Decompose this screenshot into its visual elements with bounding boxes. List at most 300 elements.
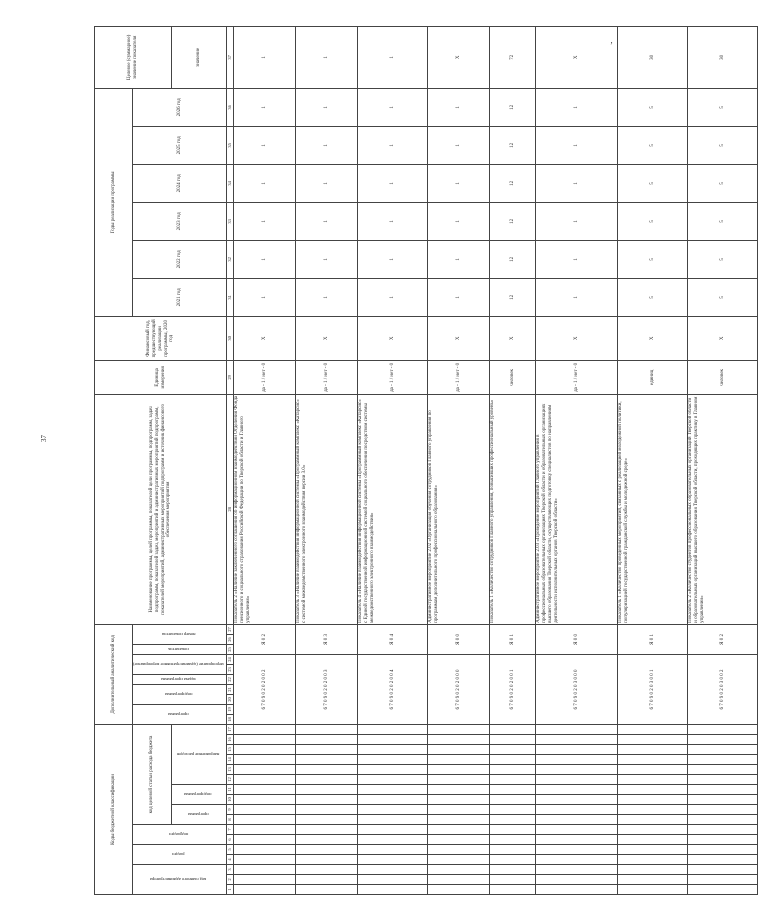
extra-code-cell: 6 7 0 9 0 2 0 2 0 0 0 [428,655,490,725]
header-ext-task: задача программы [160,677,196,683]
row-year-2: 5 [688,240,758,278]
budget-code-cell [536,785,618,795]
budget-code-cell [428,855,490,865]
header-ext-indicator: показатель [167,647,189,653]
row-description: Показатель 3 «Наличие взаимодействия информационной системы «Программный комплекс «Катарсис» с системой межведомственного электронного взаимодействия версии 3.0» [296,394,358,624]
budget-code-cell [234,725,296,735]
column-numbers-row [227,26,234,894]
row-year-3: 1 [358,202,428,240]
budget-code-cell [358,825,428,835]
budget-code-cell [536,855,618,865]
row-year-5: 1 [296,126,358,164]
budget-code-cell [490,785,536,795]
budget-code-cell [428,795,490,805]
budget-code-cell [536,765,618,775]
budget-code-cell [618,755,688,765]
budget-code-cell [296,745,358,755]
column-number: 7 [227,825,234,835]
budget-code-cell [234,765,296,775]
row-year-6: 1 [536,88,618,126]
row-year-4: 5 [688,164,758,202]
column-number: 4 [227,855,234,865]
budget-code-cell [296,865,358,875]
budget-code-cell [428,805,490,815]
indicator-code-cell: Я 0 2 [688,624,758,654]
budget-code-cell [234,815,296,825]
row-base-year: Х [234,316,296,360]
budget-code-cell [688,845,758,855]
column-number: 24 [227,655,234,665]
column-number: 13 [227,765,234,775]
column-number: 2 [227,875,234,885]
budget-code-cell [358,865,428,875]
row-year-5: 1 [358,126,428,164]
row-year-1: 1 [358,278,428,316]
column-number: 28 [227,394,234,624]
budget-code-cell [618,865,688,875]
budget-code-cell [358,755,428,765]
indicator-code-cell: Я 0 2 [234,624,296,654]
budget-code-cell [428,765,490,775]
budget-code-cell [618,825,688,835]
header-year-3: 2023 год [133,202,227,240]
budget-code-cell [296,845,358,855]
row-year-3: 1 [234,202,296,240]
column-number: 29 [227,360,234,394]
table-row [618,26,688,894]
indicator-code-cell: Я 0 0 [428,624,490,654]
budget-code-cell [618,735,688,745]
budget-code-cell [490,775,536,785]
budget-code-cell [428,875,490,885]
row-year-3: 5 [618,202,688,240]
budget-code-cell [428,815,490,825]
budget-code-cell [358,835,428,845]
budget-code-cell [618,775,688,785]
column-number: 25 [227,645,234,655]
row-year-6: 1 [428,88,490,126]
budget-code-cell [296,805,358,815]
column-number: 16 [227,735,234,745]
column-number: 33 [227,202,234,240]
header-years-group: Годы реализации программы [95,88,133,316]
budget-code-cell [234,875,296,885]
header-fin-year: Финансовый год, предшествующий реализации программы, 2020 год [95,316,227,360]
row-description: Показатель 2 «Количество студентов профессиональных образовательных организаций Тверской области и образовательных организаций высшего образования Тверской области, проходящих практику в Главном управлении» [688,394,758,624]
row-year-2: 1 [296,240,358,278]
budget-code-cell [296,755,358,765]
header-subsection: подраздел [168,832,188,838]
budget-code-cell [490,865,536,875]
budget-code-cell [296,885,358,895]
budget-code-cell [536,775,618,785]
budget-code-cell [428,865,490,875]
row-description: Показатель 1 «Количество проведенных мероприятий, связанных с реализацией молодежной политики, популяризацией государственной гражданской службы и молодежной среде» [618,394,688,624]
budget-code-cell [296,875,358,885]
row-base-year: Х [618,316,688,360]
budget-code-cell [234,755,296,765]
budget-code-cell [490,845,536,855]
header-extra-code: Дополнительный аналитический код [95,624,133,724]
row-base-year: Х [536,316,618,360]
budget-code-cell [234,845,296,855]
budget-code-cell [428,845,490,855]
row-year-5: 12 [490,126,536,164]
budget-code-cell [234,835,296,845]
row-year-2: 1 [536,240,618,278]
budget-code-cell [618,745,688,755]
budget-code-cell [296,785,358,795]
budget-code-cell [688,785,758,795]
row-year-5: 1 [234,126,296,164]
row-base-year: Х [296,316,358,360]
header-target-value: значение [172,26,227,88]
row-year-3: 1 [296,202,358,240]
row-target-value: 30 [688,26,758,88]
budget-code-cell [296,815,358,825]
budget-code-cell [358,725,428,735]
header-direction: направление расходов [176,752,219,758]
budget-code-cell [234,865,296,875]
extra-code-cell: 6 7 0 9 0 2 0 3 0 0 0 [536,655,618,725]
table-row [358,26,428,894]
budget-code-cell [428,885,490,895]
header-year-1: 2021 год [133,278,227,316]
column-number: 17 [227,725,234,735]
budget-code-cell [234,825,296,835]
row-year-4: 12 [490,164,536,202]
indicator-code-cell: Я 0 3 [296,624,358,654]
budget-code-cell [428,735,490,745]
budget-code-cell [358,775,428,785]
budget-code-cell [688,835,758,845]
column-number: 35 [227,126,234,164]
row-year-6: 1 [296,88,358,126]
budget-code-cell [234,785,296,795]
budget-code-cell [490,795,536,805]
budget-code-cell [490,875,536,885]
budget-code-cell [536,865,618,875]
budget-code-cell [358,845,428,855]
indicator-code-cell: Я 0 0 [536,624,618,654]
column-number: 34 [227,164,234,202]
column-number: 31 [227,278,234,316]
budget-code-cell [618,835,688,845]
row-unit: единиц [618,360,688,394]
budget-code-cell [428,785,490,795]
budget-code-cell [296,795,358,805]
row-unit: человек [688,360,758,394]
column-number: 8 [227,815,234,825]
column-number: 22 [227,675,234,685]
column-number: 26 [227,635,234,645]
budget-code-cell [688,855,758,865]
row-description: Показатель 2 «Наличие заключенного соглашения об информационном взаимодействии Отделения Фонда пенсионного и социального страхования Российской Федерации по Тверской области и Главного управления» [234,394,296,624]
extra-code-cell: 6 7 0 9 0 2 0 2 0 0 3 [296,655,358,725]
budget-code-cell [490,855,536,865]
row-unit: да - 1 / нет - 0 [428,360,490,394]
row-year-1: 1 [234,278,296,316]
budget-code-cell [234,805,296,815]
row-target-value: 1 [296,26,358,88]
budget-code-cell [296,855,358,865]
budget-code-cell [490,725,536,735]
row-year-1: 1 [536,278,618,316]
budget-code-cell [490,765,536,775]
budget-code-cell [688,825,758,835]
row-year-4: 1 [428,164,490,202]
column-number: 30 [227,316,234,360]
budget-code-cell [688,765,758,775]
header-admin: код главного администратора [150,877,207,883]
row-target-value: Х [428,26,490,88]
budget-code-cell [296,775,358,785]
column-number: 10 [227,795,234,805]
row-year-6: 1 [234,88,296,126]
row-year-6: 5 [688,88,758,126]
column-number: 1 [227,885,234,895]
corner-mark: ‚ [610,35,613,45]
budget-code-cell [358,795,428,805]
indicator-code-cell: Я 0 1 [618,624,688,654]
budget-code-cell [234,775,296,785]
budget-code-cell [536,885,618,895]
column-number: 32 [227,240,234,278]
budget-code-cell [536,805,618,815]
row-base-year: Х [490,316,536,360]
budget-code-cell [428,825,490,835]
budget-code-cell [688,875,758,885]
row-year-4: 1 [536,164,618,202]
table-row [428,26,490,894]
budget-code-cell [296,825,358,835]
budget-code-cell [296,725,358,735]
column-number: 15 [227,745,234,755]
budget-code-cell [428,725,490,735]
budget-code-cell [490,815,536,825]
budget-code-cell [688,865,758,875]
column-number: 6 [227,835,234,845]
row-year-1: 1 [428,278,490,316]
budget-code-cell [358,765,428,775]
budget-code-cell [296,765,358,775]
budget-code-cell [296,835,358,845]
budget-code-cell [428,835,490,845]
column-number: 12 [227,775,234,785]
row-year-6: 1 [358,88,428,126]
column-number: 11 [227,785,234,795]
budget-code-cell [536,755,618,765]
header-program: программа [187,812,209,818]
indicator-code-cell: Я 0 4 [358,624,428,654]
row-year-1: 5 [618,278,688,316]
budget-code-cell [490,835,536,845]
budget-code-cell [618,875,688,885]
header-subprogram: подпрограмма [184,792,212,798]
program-table-sheet [94,34,726,895]
budget-code-cell [618,815,688,825]
page-number: 37 [40,435,48,442]
header-year-2: 2022 год [133,240,227,278]
budget-code-cell [618,725,688,735]
budget-code-cell [490,735,536,745]
header-name: Наименование программы, целей программы, показателей цели программы, подпрограмм, задач подпрограмм, показателей задач, мероприятий и административных мероприятий подпрограмм, показателей мероприятий, административных мероприятий подпрограмм и источник финансового обеспечения мероприятия [95,394,227,624]
table-row [536,26,618,894]
budget-code-cell [536,815,618,825]
budget-code-cell [618,845,688,855]
budget-code-cell [358,805,428,815]
column-number: 21 [227,685,234,695]
row-year-4: 1 [296,164,358,202]
budget-code-cell [618,785,688,795]
row-description: Административное мероприятие 2.02 «Организация обучения сотрудников Главного управления по программам дополнительного профессионального образования» [428,394,490,624]
header-ext-number: номер показателя [161,632,196,638]
header-year-4: 2024 год [133,164,227,202]
row-base-year: Х [688,316,758,360]
row-year-1: 12 [490,278,536,316]
budget-code-cell [428,745,490,755]
extra-code-cell: 6 7 0 9 0 2 0 2 0 0 4 [358,655,428,725]
table-row [688,26,758,894]
row-year-5: 1 [536,126,618,164]
budget-code-cell [536,835,618,845]
extra-code-cell: 6 7 0 9 0 2 0 2 0 0 1 [490,655,536,725]
column-number: 36 [227,88,234,126]
row-target-value: 1 [234,26,296,88]
budget-code-cell [688,795,758,805]
budget-code-cell [688,885,758,895]
extra-code-cell: 6 7 0 9 0 2 0 2 0 0 2 [234,655,296,725]
row-year-4: 1 [234,164,296,202]
budget-code-cell [358,785,428,795]
header-unit: Единица измерения [95,360,227,394]
column-number: 23 [227,665,234,675]
header-budget-codes: Коды бюджетной классификации [95,725,133,895]
budget-code-cell [688,725,758,735]
budget-code-cell [618,765,688,775]
budget-code-cell [536,745,618,755]
budget-code-cell [490,885,536,895]
budget-code-cell [490,825,536,835]
header-section: раздел [172,852,185,858]
row-year-4: 5 [618,164,688,202]
budget-code-cell [490,755,536,765]
column-number: 9 [227,805,234,815]
row-description: Показатель 1 «Количество сотрудников Главного управления, повысивших профессиональный уровень» [490,394,536,624]
budget-code-cell [618,795,688,805]
row-year-6: 5 [618,88,688,126]
budget-code-cell [234,745,296,755]
budget-code-cell [536,795,618,805]
budget-code-cell [688,755,758,765]
column-number: 14 [227,755,234,765]
table-row [234,26,296,894]
row-year-3: 12 [490,202,536,240]
budget-code-cell [490,745,536,755]
row-description: Показатель 4 «Наличие взаимодействия информационной системы «Программный комплекс «Катарсис» с Единой государственной информационной системой социального обеспечения посредством системы межведомственного электронного взаимодействия» [358,394,428,624]
budget-code-cell [618,805,688,815]
row-unit: человек [490,360,536,394]
budget-code-cell [688,815,758,825]
row-year-3: 1 [428,202,490,240]
program-table [94,26,758,895]
budget-code-cell [688,735,758,745]
budget-code-cell [358,875,428,885]
indicator-code-cell: Я 0 1 [490,624,536,654]
column-number: 37 [227,26,234,88]
row-year-5: 5 [618,126,688,164]
row-year-2: 1 [358,240,428,278]
row-description: Административное мероприятие 2.03 «Проведение мероприятий Главного управления в профессиональных образовательных организациях Тверской области и образовательных организациях высшего образования Тверской области, осуществляющих подготовку специалистов по направлениям деятельности исполнительных органов Тверской области» [536,394,618,624]
column-number: 3 [227,865,234,875]
table-row [296,26,358,894]
row-year-3: 5 [688,202,758,240]
header-target: Целевое (суммарное) значение показателя [95,26,172,88]
row-year-4: 1 [358,164,428,202]
budget-code-cell [358,855,428,865]
budget-code-cell [428,775,490,785]
row-target-value: Х [536,26,618,88]
row-year-6: 12 [490,88,536,126]
budget-code-cell [234,735,296,745]
row-year-1: 1 [296,278,358,316]
budget-code-cell [688,745,758,755]
row-year-2: 12 [490,240,536,278]
row-year-3: 1 [536,202,618,240]
budget-code-cell [536,875,618,885]
row-year-2: 5 [618,240,688,278]
extra-code-cell: 6 7 0 9 0 2 0 3 0 0 1 [618,655,688,725]
budget-code-cell [428,755,490,765]
extra-code-cell: 6 7 0 9 0 2 0 3 0 0 2 [688,655,758,725]
header-ext-subprogram: подпрограмма [164,692,193,698]
table-row [490,26,536,894]
budget-code-cell [490,805,536,815]
row-year-2: 1 [428,240,490,278]
column-number: 27 [227,624,234,634]
row-base-year: Х [428,316,490,360]
row-base-year: Х [358,316,428,360]
row-target-value: 30 [618,26,688,88]
budget-code-cell [358,815,428,825]
budget-code-cell [296,735,358,745]
column-number: 18 [227,715,234,725]
row-unit: да - 1 / нет - 0 [296,360,358,394]
header-target-article: код целевой статьи расхода бюджета [133,725,172,825]
row-year-1: 5 [688,278,758,316]
budget-code-cell [358,735,428,745]
row-target-value: 1 [358,26,428,88]
budget-code-cell [618,855,688,865]
budget-code-cell [234,855,296,865]
header-year-6: 2026 год [133,88,227,126]
row-target-value: 72 [490,26,536,88]
column-number: 20 [227,695,234,705]
budget-code-cell [234,885,296,895]
budget-code-cell [536,725,618,735]
row-unit: да - 1 / нет - 0 [234,360,296,394]
budget-code-cell [618,885,688,895]
header-ext-measure: мероприятие (административное мероприятие) [133,662,224,668]
row-unit: да - 1 / нет - 0 [536,360,618,394]
budget-code-cell [234,795,296,805]
row-year-5: 1 [428,126,490,164]
budget-code-cell [536,825,618,835]
row-year-5: 5 [688,126,758,164]
column-number: 19 [227,705,234,715]
budget-code-cell [688,805,758,815]
table-body [234,26,758,894]
